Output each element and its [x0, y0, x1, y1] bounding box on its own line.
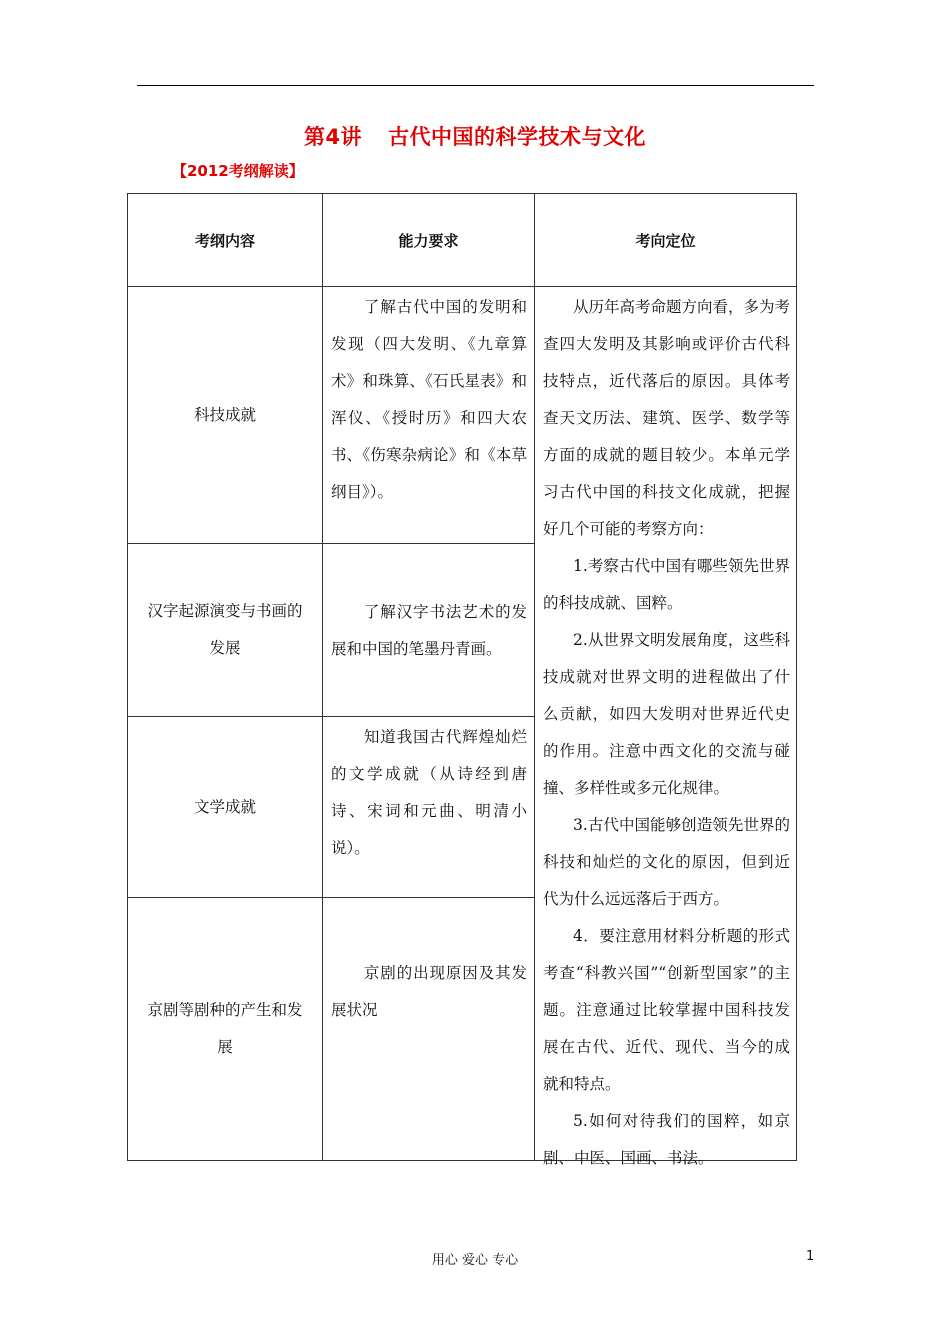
header-rule: [137, 85, 814, 86]
lecture-number: 第4讲: [303, 125, 363, 149]
lecture-topic: 古代中国的科学技术与文化: [388, 125, 647, 149]
row-4-requirement: [322, 897, 535, 1161]
footer-motto: 用心 爱心 专心: [431, 1253, 519, 1268]
row-1-content: [127, 286, 323, 544]
row-1-requirement: [322, 286, 535, 544]
header-requirement-label: 能力要求: [398, 231, 459, 250]
page-title: [0, 121, 950, 151]
row-1-requirement-text: 了解古代中国的发明和发现（四大发明、《九章算术》和珠算、《石氏星表》和浑仪、《授时历》和四大农书、《伤寒杂病论》和《本草纲目》）。: [331, 298, 527, 501]
orientation-point-4: 4．要注意用材料分析题的形式考查“科教兴国”“创新型国家”的主题。注意通过比较掌握中国科技发展在古代、近代、现代、当今的成就和特点。: [543, 927, 790, 1093]
row-2-requirement-text: 了解汉字书法艺术的发展和中国的笔墨丹青画。: [331, 603, 527, 658]
row-4-requirement-text: 京剧的出现原因及其发展状况: [331, 964, 527, 1019]
row-2-content: [127, 543, 323, 717]
orientation-point-2: 2.从世界文明发展角度，这些科技成就对世界文明的进程做出了什么贡献，如四大发明对世界近代史的作用。注意中西文化的交流与碰撞、多样性或多元化规律。: [543, 631, 790, 797]
row-3-content-text: 文学成就: [193, 797, 256, 816]
row-3-requirement: [322, 716, 535, 898]
header-content: [127, 193, 323, 287]
header-orientation: [534, 193, 797, 287]
row-3-requirement-text: 知道我国古代辉煌灿烂的文学成就（从诗经到唐诗、宋词和元曲、明清小说）。: [331, 728, 527, 857]
row-2-requirement: [322, 543, 535, 717]
section-label: 【2012考纲解读】: [172, 162, 304, 180]
header-orientation-label: 考向定位: [635, 231, 696, 250]
header-requirement: [322, 193, 535, 287]
orientation-intro: 从历年高考命题方向看，多为考查四大发明及其影响或评价古代科技特点，近代落后的原因。具体考查天文历法、建筑、医学、数学等方面的成就的题目较少。本单元学习古代中国的科技文化成就，把握好几个可能的考察方向：: [543, 298, 791, 538]
syllabus-table: [127, 193, 797, 1167]
orientation-point-1: 1.考察古代中国有哪些领先世界的科技成就、国粹。: [543, 557, 790, 612]
row-2-content-text: 汉字起源演变与书画的发展: [147, 602, 303, 657]
orientation-point-3: 3.古代中国能够创造领先世界的科技和灿烂的文化的原因，但到近代为什么远远落后于西方。: [543, 816, 790, 908]
row-4-content-text: 京剧等剧种的产生和发展: [147, 1001, 303, 1056]
header-content-label: 考纲内容: [194, 231, 255, 250]
row-1-content-text: 科技成就: [193, 405, 256, 424]
orientation-cell: [534, 286, 797, 1167]
page-number: 1: [806, 1249, 815, 1264]
orientation-point-5: 5.如何对待我们的国粹，如京剧、中医、国画、书法。: [543, 1112, 790, 1167]
row-4-content: [127, 897, 323, 1161]
row-3-content: [127, 716, 323, 898]
